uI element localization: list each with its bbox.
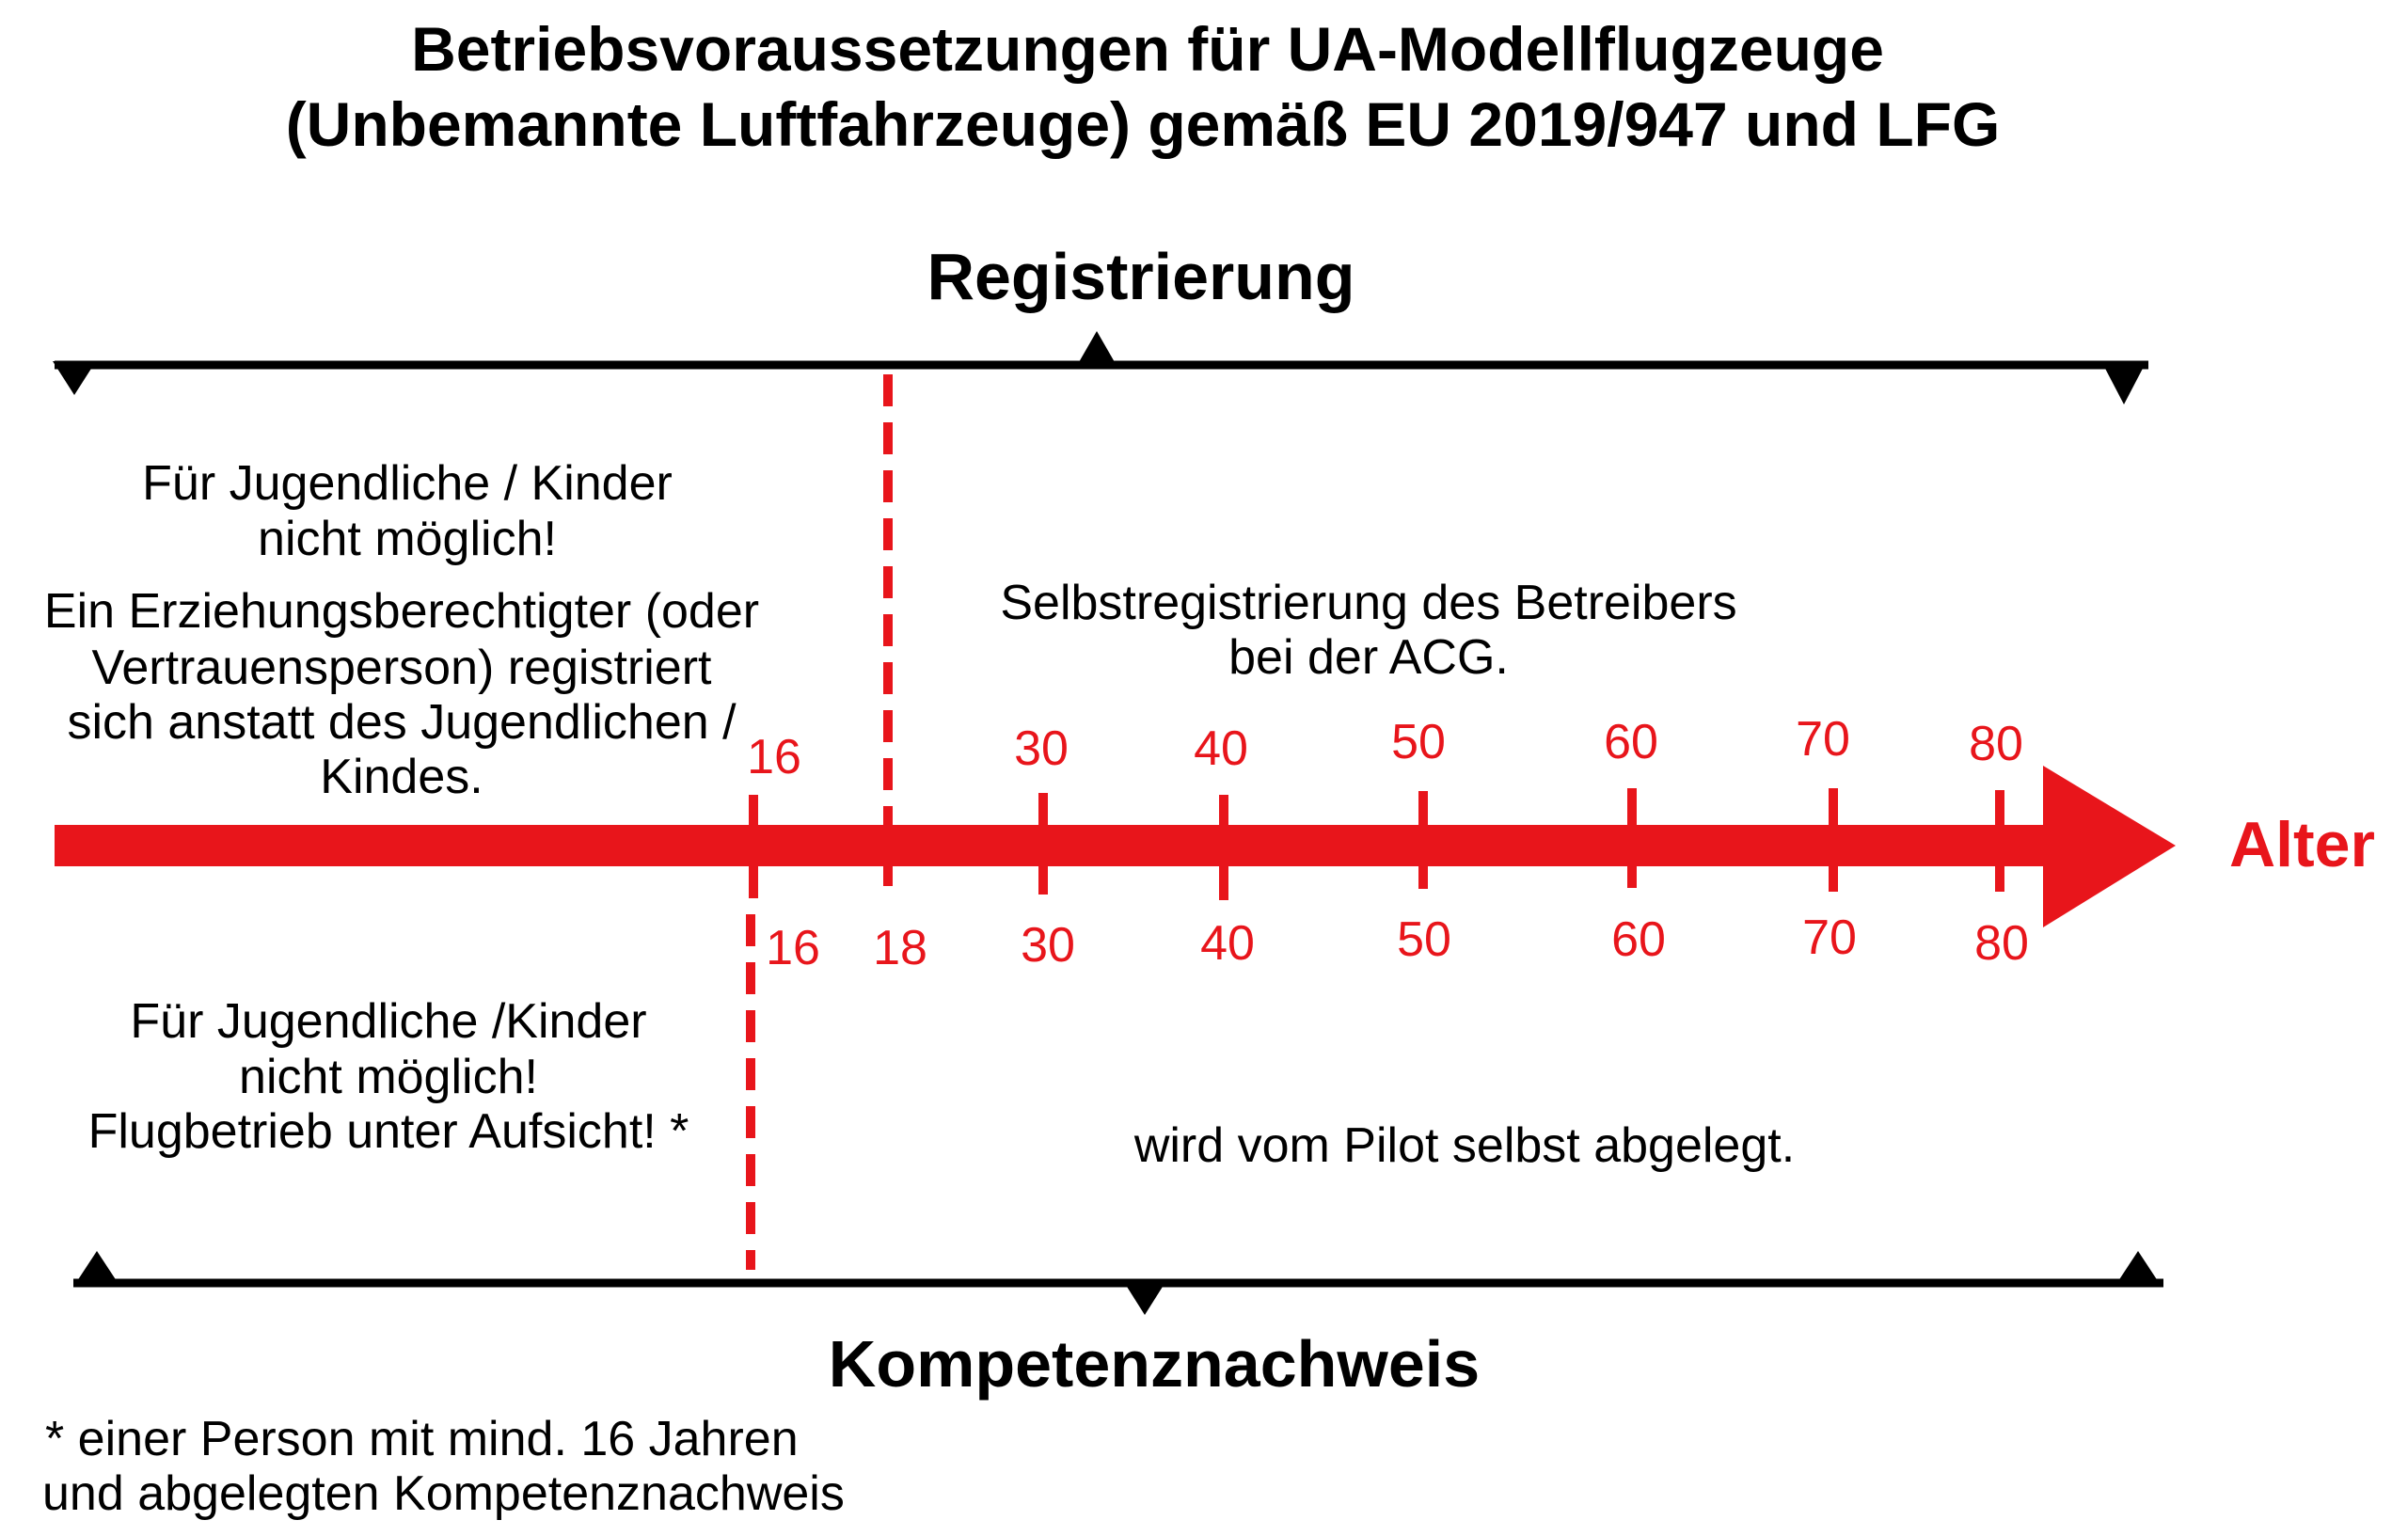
age-axis-label: Alter xyxy=(2229,809,2375,880)
registration-heading: Registrierung xyxy=(927,240,1355,313)
competence-bracket-left-end xyxy=(73,1251,120,1287)
top-tick-label: 60 xyxy=(1604,715,1658,769)
tick-mark-60 xyxy=(1627,788,1637,888)
tick-mark-50 xyxy=(1418,791,1428,889)
competence-minor-note xyxy=(88,994,689,1159)
bottom-tick-label: 80 xyxy=(1974,916,2029,971)
competence-minor-note-line: Für Jugendliche /Kinder xyxy=(130,994,647,1049)
top-tick-label: 40 xyxy=(1194,721,1248,776)
top-tick-label: 70 xyxy=(1796,712,1850,767)
competence-bracket-right-end xyxy=(2115,1251,2162,1287)
competence-minor-note-line: Flugbetrieb unter Aufsicht! * xyxy=(87,1104,689,1159)
registration-bracket-center-pointer xyxy=(1075,331,1118,369)
registration-bracket-right-end xyxy=(2101,361,2147,404)
age-axis-arrowhead xyxy=(2043,766,2176,927)
registration-minor-note-line: sich anstatt des Jugendlichen / xyxy=(67,695,737,750)
competence-bracket-center-pointer xyxy=(1122,1279,1167,1315)
registration-adult-note-line: bei der ACG. xyxy=(1228,630,1509,685)
bottom-tick-label: 16 xyxy=(766,921,820,975)
competence-adult-note: wird vom Pilot selbst abgelegt. xyxy=(1133,1118,1796,1173)
footnote-line: und abgelegten Kompetenznachweis xyxy=(42,1466,845,1521)
tick-mark-16 xyxy=(749,795,758,898)
registration-bracket-left-end xyxy=(53,361,96,395)
top-tick-label: 50 xyxy=(1391,715,1446,769)
competence-bracket xyxy=(73,1251,2163,1315)
registration-minor-note-line: Kindes. xyxy=(320,750,483,804)
bottom-tick-labels xyxy=(766,911,2029,975)
tick-mark-30 xyxy=(1038,793,1048,895)
competence-heading: Kompetenznachweis xyxy=(828,1327,1481,1401)
top-tick-label: 16 xyxy=(747,730,801,784)
title-line-2: (Unbemannte Luftfahrzeuge) gemäß EU 2019/947 und LFG xyxy=(285,89,2001,159)
title-line-1: Betriebsvoraussetzungen für UA-Modellflugzeuge xyxy=(411,14,1884,84)
competence-minor-note-line: nicht möglich! xyxy=(239,1050,538,1104)
bottom-tick-label: 18 xyxy=(873,921,927,975)
bottom-tick-label: 70 xyxy=(1802,911,1857,965)
registration-minor-note-line: Für Jugendliche / Kinder xyxy=(142,456,673,511)
registration-minor-note-line: Ein Erziehungsberechtigter (oder xyxy=(43,584,760,639)
registration-bracket xyxy=(53,331,2148,404)
top-tick-labels xyxy=(747,712,2023,784)
tick-mark-40 xyxy=(1219,795,1228,900)
registration-minor-note xyxy=(44,456,759,804)
footnote-line: * einer Person mit mind. 16 Jahren xyxy=(45,1412,799,1466)
registration-minor-note-line: Vertrauensperson) registriert xyxy=(91,641,712,695)
top-tick-label: 80 xyxy=(1969,717,2023,771)
age-axis-shaft xyxy=(55,825,2049,866)
tick-mark-70 xyxy=(1829,788,1838,892)
top-tick-label: 30 xyxy=(1014,721,1069,776)
bottom-tick-label: 40 xyxy=(1200,916,1255,971)
registration-adult-note-line: Selbstregistrierung des Betreibers xyxy=(1000,576,1737,630)
tick-mark-80 xyxy=(1995,790,2004,892)
bottom-tick-label: 60 xyxy=(1611,912,1666,967)
footnote xyxy=(42,1412,845,1521)
registration-adult-note xyxy=(1000,576,1736,685)
registration-minor-note-line: nicht möglich! xyxy=(258,512,557,566)
bottom-tick-label: 30 xyxy=(1021,918,1075,973)
bottom-tick-label: 50 xyxy=(1397,912,1451,967)
